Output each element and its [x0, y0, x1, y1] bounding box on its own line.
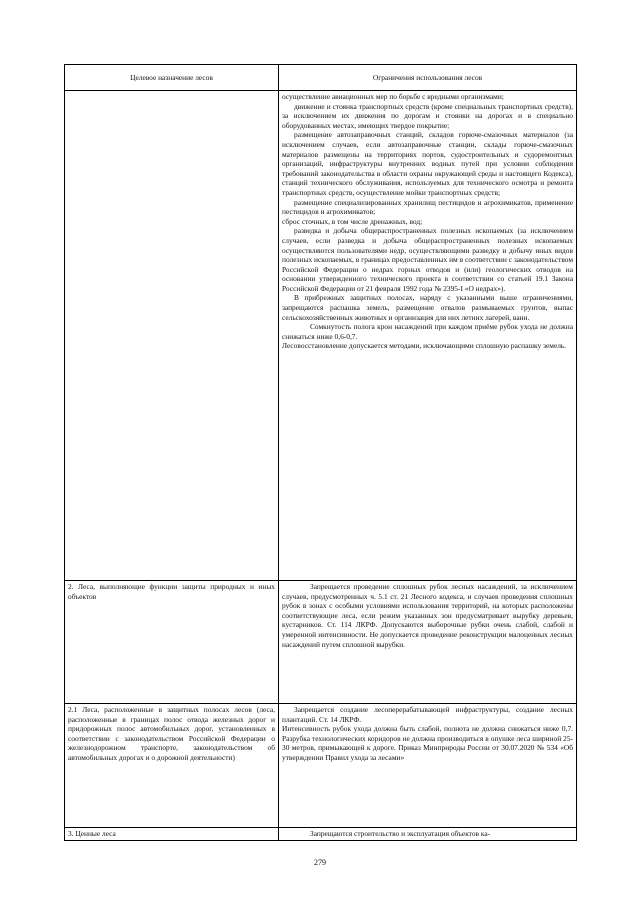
- page-number: 279: [314, 858, 326, 867]
- restriction-paragraph: сброс сточных, в том числе дренажных, вод;: [282, 216, 423, 226]
- row-2-purpose-cell: 2. Леса, выполняющие функции защиты природных и иных объектов: [65, 581, 279, 704]
- row-3-restrictions-cell: [279, 704, 577, 828]
- restriction-paragraph: Запрещается проведение сплошных рубок лесных насаждений, за исключением случаев, предусмотренных ч. 5.1 ст. 21 Лесного кодекса, и случаев проведения сплошных рубок в зонах с особыми условиями использования территорий, на которых расположены соответствующие леса, если режим указанных зон предусматривает вырубку деревьев, кустарников. Ст. 114 ЛКРФ. Допускаются выборочные рубки очень слабой, слабой и умеренной интенсивности. Не допускается проведение реконструкции малоценных лесных насаждений путем сплошной вырубки.: [282, 582, 573, 649]
- table-header-row: [65, 65, 577, 91]
- restriction-paragraph: Интенсивность рубок ухода должна быть слабой, полнота не должна снижаться ниже 0,7. Разрубка технологических коридоров не должна производиться в опушке леса шириной 25-30 метров, примыкающей к дороге. Приказ Минприроды России от 30.07.2020 № 534 «Об утверждении Правил ухода за лесами»: [282, 724, 573, 762]
- restriction-paragraph: движение и стоянка транспортных средств (кроме специальных транспортных средств), за исключением их движения по дорогам и стоянки на дорогах и в специально оборудованных местах, имеющих твердое покрытие;: [282, 101, 573, 130]
- row-1-restrictions-cell: [279, 91, 577, 581]
- header-restrictions: Ограничения использования лесов: [279, 65, 577, 91]
- restriction-paragraph: Сомкнутость полога крон насаждений при каждом приёме рубок ухода не должна снижаться ниже 0,6-0,7.: [282, 322, 573, 341]
- restriction-paragraph: В прибрежных защитных полосах, наряду с указанными выше ограничениями, запрещаются распашка земель, размещение отвалов размываемых грунтов, выпас сельскохозяйственных животных и организация для них летних лагерей, ванн.: [282, 293, 573, 322]
- restriction-paragraph: Лесовосстановление допускается методами, исключающими сплошную распашку земель.: [282, 341, 567, 351]
- restriction-paragraph: размещение автозаправочных станций, складов горюче-смазочных материалов (за исключением случаев, если автозаправочные станции, склады горюче-смазочных материалов размещены на территориях портов, судостроительных и судоремонтных организаций, инфраструктуры внутренних водных путей при условии соблюдения требований законодательства в области охраны окружающей среды и настоящего Кодекса), станций технического обслуживания, используемых для технического осмотра и ремонта транспортных средств, осуществление мойки транспортных средств;: [282, 130, 573, 197]
- row-4-purpose-cell: 3. Ценные леса: [65, 828, 279, 841]
- restriction-paragraph: Запрещаются строительство и эксплуатация объектов ка-: [310, 829, 491, 838]
- row-3-purpose-cell: 2.1 Леса, расположенные в защитных полосах лесов (леса, расположенные в границах полос отвода железных дорог и придорожных полос автомобильных дорог, установленных в соответствии с законодательством Российской Федерации о железнодорожном транспорте, законодательством об автомобильных дорогах и о дорожной деятельности): [65, 704, 279, 828]
- restriction-paragraph: Запрещается создание лесоперерабатывающей инфраструктуры, создание лесных плантаций. Ст. 14 ЛКРФ.: [282, 705, 573, 724]
- restriction-paragraph: размещение специализированных хранилищ пестицидов и агрохимикатов, применение пестицидов и агрохимикатов;: [282, 197, 573, 217]
- table-row: [65, 828, 577, 841]
- header-purpose: Целевое назначение лесов: [65, 65, 279, 91]
- row-1-purpose-cell: [65, 91, 279, 581]
- row-2-restrictions-cell: [279, 581, 577, 704]
- restriction-paragraph: осуществление авиационных мер по борьбе с вредными организмами;: [282, 92, 504, 101]
- row-4-restrictions-cell: [279, 828, 577, 841]
- table-row: [65, 91, 577, 581]
- table-row: [65, 581, 577, 704]
- restriction-paragraph: разведка и добыча общераспространенных полезных ископаемых (за исключением случаев, если разведка и добыча общераспространенных полезных ископаемых осуществляются пользователями недр, осуществляющими разведку и добычу иных видов полезных ископаемых, в границах предоставленных им в соответствии с законодательством Российской Федерации о недрах горных отводов и (или) геологических отводов на основании утвержденного технического проекта в соответствии со статьей 19.1 Закона Российской Федерации от 21 февраля 1992 года № 2395-I «О недрах»).: [282, 226, 573, 293]
- forest-restrictions-table: [64, 64, 577, 841]
- table-row: [65, 704, 577, 828]
